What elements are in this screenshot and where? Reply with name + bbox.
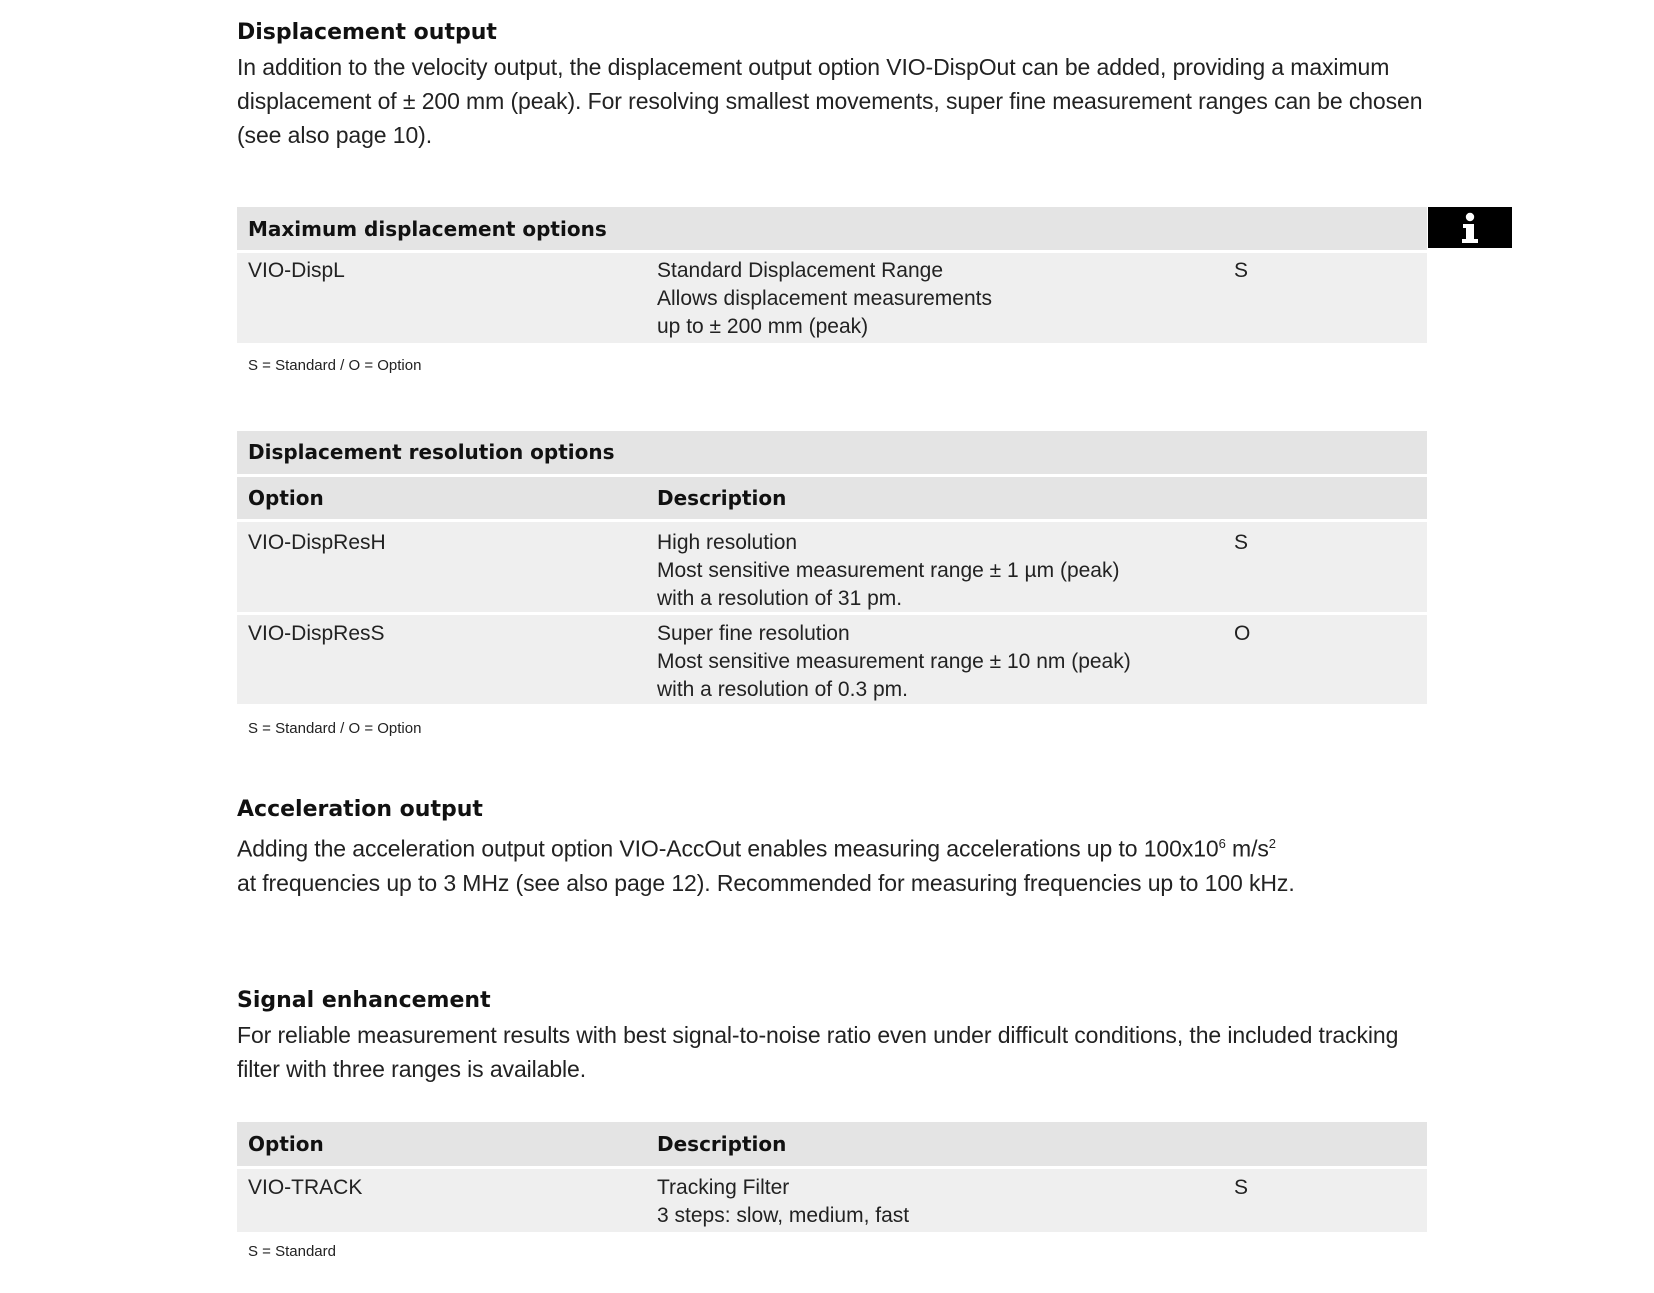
- table-title: Maximum displacement options: [248, 217, 607, 241]
- table-title-row: [237, 207, 1427, 253]
- resolution-table: [237, 431, 1427, 707]
- column-header-description: Description: [657, 486, 787, 510]
- table-title: Displacement resolution options: [248, 440, 615, 464]
- description-cell: Super fine resolution Most sensitive measurement range ± 10 nm (peak) with a resolution of 0.3 pm.: [657, 622, 1131, 701]
- description-cell: Standard Displacement Range Allows displacement measurements up to ± 200 mm (peak): [657, 259, 992, 338]
- table-row: [237, 522, 1427, 615]
- unit: m/s: [1225, 835, 1269, 862]
- option-cell: VIO-DispResS: [248, 622, 385, 645]
- acceleration-output-title: Acceleration output: [237, 797, 483, 822]
- legend-note: S = Standard / O = Option: [248, 720, 422, 737]
- description-cell: High resolution Most sensitive measurement range ± 1 µm (peak) with a resolution of 31 pm.: [657, 531, 1120, 610]
- availability-cell: S: [1234, 1176, 1249, 1199]
- signal-enhancement-title: Signal enhancement: [237, 988, 491, 1013]
- displacement-output-paragraph: In addition to the velocity output, the displacement output option VIO-DispOut can be added, providing a maximum displacement of ± 200 mm (peak). For resolving smallest movements, super fine measurement ranges can be chosen (see also page 10).: [237, 54, 1423, 148]
- exponent: 6: [1218, 836, 1226, 851]
- description-cell: Tracking Filter 3 steps: slow, medium, fast: [657, 1176, 910, 1227]
- legend-note: S = Standard: [248, 1243, 336, 1260]
- option-cell: VIO-TRACK: [248, 1176, 363, 1199]
- info-glyph: [1459, 212, 1481, 244]
- acceleration-text: Adding the acceleration output option VIO-AccOut enables measuring accelerations up to 100x10: [237, 835, 1219, 862]
- availability-cell: S: [1234, 259, 1249, 282]
- info-icon: [1428, 207, 1512, 248]
- column-header-option: Option: [248, 486, 324, 510]
- table-title-row: [237, 431, 1427, 477]
- displacement-output-title: Displacement output: [237, 20, 497, 45]
- table-row: [237, 1169, 1427, 1235]
- option-cell: VIO-DispResH: [248, 531, 386, 554]
- acceleration-text-line2: at frequencies up to 3 MHz (see also page 12). Recommended for measuring frequencies up to 100 kHz.: [237, 869, 1295, 896]
- availability-cell: O: [1234, 622, 1251, 645]
- tracking-table: [237, 1122, 1427, 1235]
- legend-note: S = Standard / O = Option: [248, 357, 422, 374]
- column-header-description: Description: [657, 1132, 787, 1156]
- table-row: [237, 615, 1427, 707]
- table-header-row: [237, 477, 1427, 522]
- option-cell: VIO-DispL: [248, 259, 345, 282]
- signal-enhancement-paragraph: For reliable measurement results with best signal-to-noise ratio even under difficult conditions, the included tracking filter with three ranges is available.: [237, 1022, 1399, 1082]
- table-header-row: [237, 1122, 1427, 1169]
- column-header-option: Option: [248, 1132, 324, 1156]
- unit-exponent: 2: [1268, 836, 1276, 851]
- acceleration-output-paragraph: [237, 827, 1427, 900]
- table-row: [237, 253, 1427, 346]
- max-displacement-table: [237, 207, 1427, 346]
- availability-cell: S: [1234, 531, 1249, 554]
